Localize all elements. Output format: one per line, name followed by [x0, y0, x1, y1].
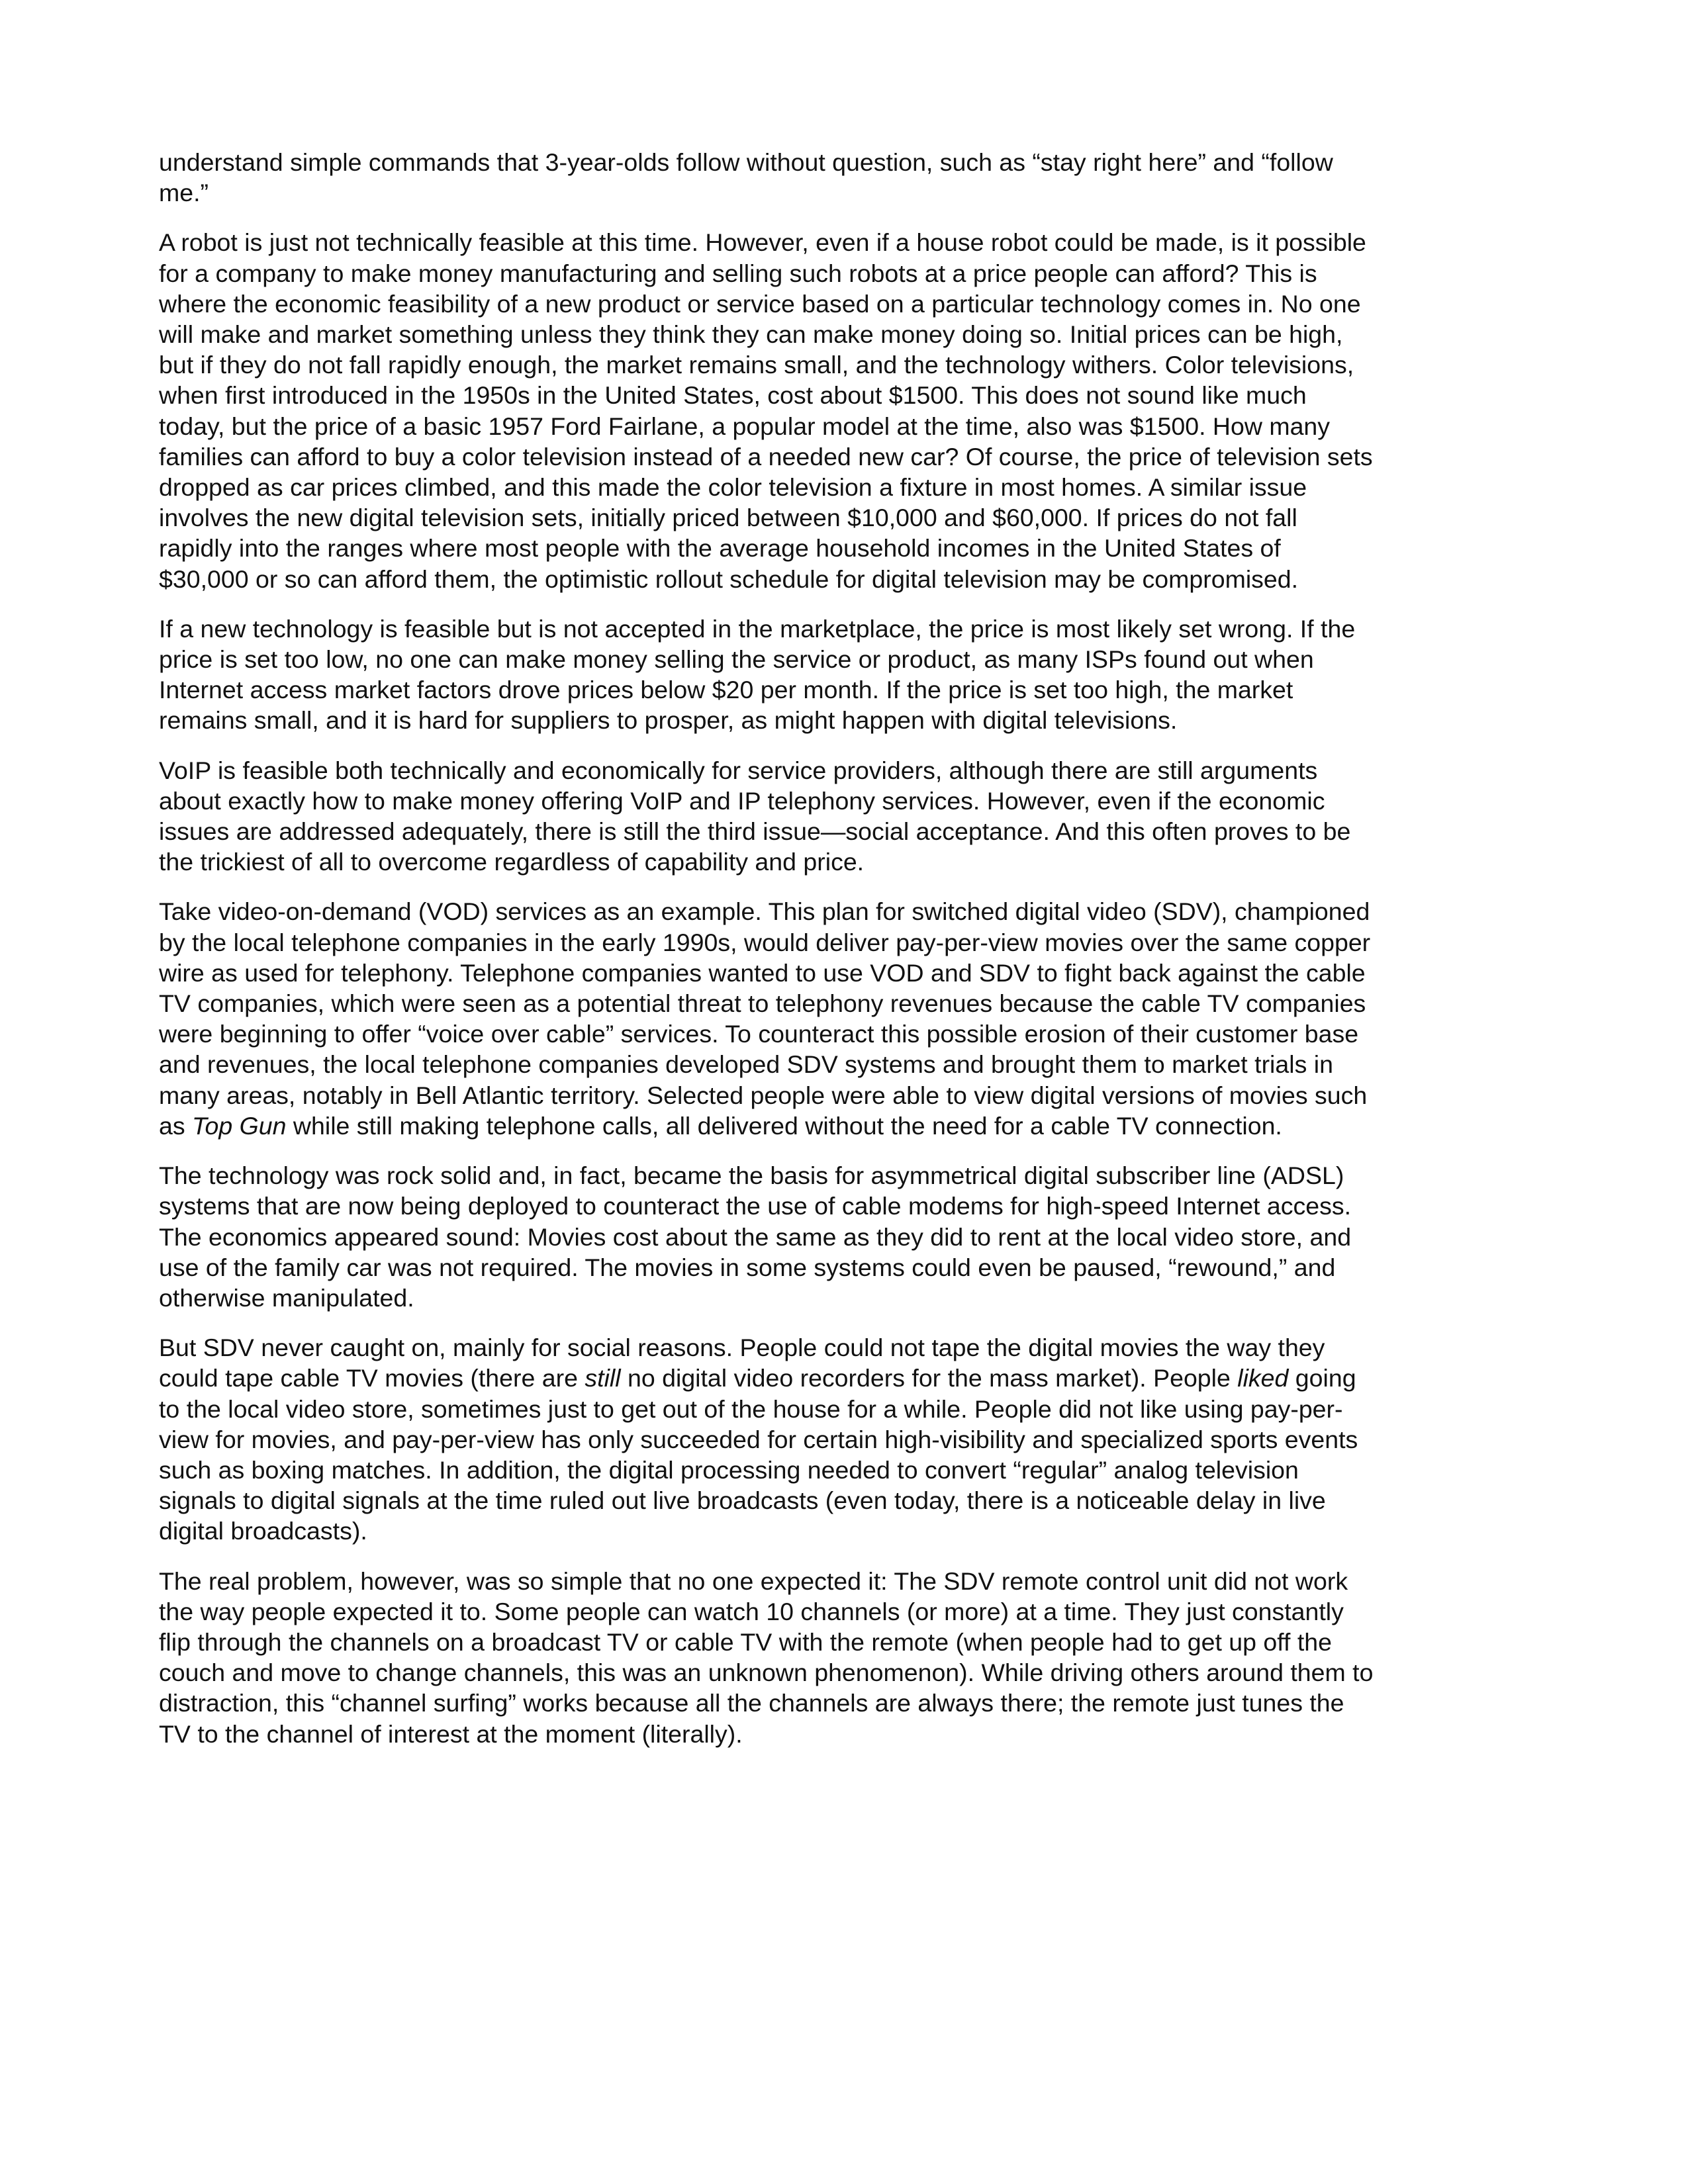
paragraph-text: while still making telephone calls, all delivered without the need for a cable TV connection.: [286, 1111, 1282, 1140]
document-page: [159, 147, 1377, 1768]
emphasis-text: still: [585, 1364, 621, 1392]
paragraph-price-set-wrong: [159, 614, 1377, 736]
paragraph-economic-feasibility: [159, 227, 1377, 594]
paragraph-text: But SDV never caught on, mainly for social reasons. People could not tape the digital movies the way they could tape cable TV movies (there are: [159, 1334, 1325, 1392]
paragraph-text: A robot is just not technically feasible at this time. However, even if a house robot could be made, is it possible for a company to make money manufacturing and selling such robots at a price people can afford? This is where the economic feasibility of a new product or service based on a particular technology comes in. No one will make and market something unless they think they can make money doing so. Initial prices can be high, but if they do not fall rapidly enough, the market remains small, and the technology withers. Color televisions, when first introduced in the 1950s in the United States, cost about $1500. This does not sound like much today, but the price of a basic 1957 Ford Fairlane, a popular model at the time, also was $1500. How many families can afford to buy a color television instead of a needed new car? Of course, the price of television sets dropped as car prices climbed, and this made the color television a fixture in most homes. A similar issue involves the new digital television sets, initially priced between $10,000 and $60,000. If prices do not fall rapidly into the ranges where most people with the average household incomes in the United States of $30,000 or so can afford them, the optimistic rollout schedule for digital television may be compromised.: [159, 228, 1373, 593]
paragraph-text: The technology was rock solid and, in fact, became the basis for asymmetrical digital subscriber line (ADSL) systems that are now being deployed to counteract the use of cable modems for high-speed Internet access. The economics appeared sound: Movies cost about the same as they did to rent at the local video store, and use of the family car was not required. The movies in some systems could even be paused, “rewound,” and otherwise manipulated.: [159, 1161, 1352, 1312]
paragraph-text: understand simple commands that 3-year-olds follow without question, such as “stay right here” and “follow me.”: [159, 148, 1333, 207]
paragraph-technology-solid: [159, 1160, 1377, 1313]
paragraph-robot-commands-end: [159, 147, 1377, 208]
paragraph-text: If a new technology is feasible but is not accepted in the marketplace, the price is most likely set wrong. If the price is set too low, no one can make money selling the service or product, as many ISPs found out when Internet access market factors drove prices below $20 per month. If the price is set too high, the market remains small, and it is hard for suppliers to prosper, as might happen with digital televisions.: [159, 614, 1356, 735]
paragraph-remote-control-problem: [159, 1566, 1377, 1749]
paragraph-text: no digital video recorders for the mass market). People: [620, 1364, 1238, 1392]
emphasis-text: liked: [1237, 1364, 1289, 1392]
paragraph-text: Take video-on-demand (VOD) services as an example. This plan for switched digital video (SDV), championed by the local telephone companies in the early 1990s, would deliver pay-per-view movies over the same copper wire as used for telephony. Telephone companies wanted to use VOD and SDV to fight back against the cable TV companies, which were seen as a potential threat to telephony revenues because the cable TV companies were beginning to offer “voice over cable” services. To counteract this possible erosion of their customer base and revenues, the local telephone companies developed SDV systems and brought them to market trials in many areas, notably in Bell Atlantic territory. Selected people were able to view digital versions of movies such as: [159, 897, 1371, 1140]
paragraph-sdv-social-reasons: [159, 1332, 1377, 1546]
paragraph-video-on-demand: [159, 896, 1377, 1141]
paragraph-text: VoIP is feasible both technically and economically for service providers, although there are still arguments about exactly how to make money offering VoIP and IP telephony services. However, even if the economic issues are addressed adequately, there is still the third issue—social acceptance. And this often proves to be the trickiest of all to overcome regardless of capability and price.: [159, 756, 1351, 876]
paragraph-text: The real problem, however, was so simple that no one expected it: The SDV remote control unit did not work the way people expected it to. Some people can watch 10 channels (or more) at a time. They just constantly flip through the channels on a broadcast TV or cable TV with the remote (when people had to get up off the couch and move to change channels, this was an unknown phenomenon). While driving others around them to distraction, this “channel surfing” works because all the channels are always there; the remote just tunes the TV to the channel of interest at the moment (literally).: [159, 1567, 1374, 1748]
movie-title: Top Gun: [192, 1111, 287, 1140]
paragraph-text: going to the local video store, sometimes just to get out of the house for a while. People did not like using pay-per-view for movies, and pay-per-view has only succeeded for certain high-visibility and specialized sports events such as boxing matches. In addition, the digital processing needed to convert “regular” analog television signals to digital signals at the time ruled out live broadcasts (even today, there is a noticeable delay in live digital broadcasts).: [159, 1364, 1358, 1545]
paragraph-voip-feasibility: [159, 755, 1377, 878]
